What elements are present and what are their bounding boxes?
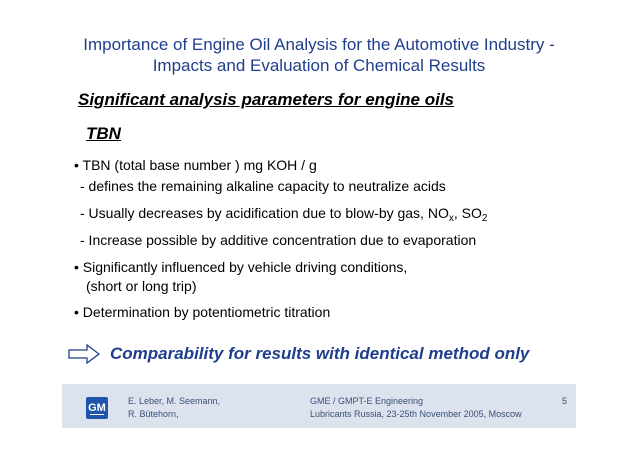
- bullet-titration: • Determination by potentiometric titration: [74, 304, 331, 320]
- conclusion: [68, 342, 529, 366]
- bullet-driving-conditions-detail: (short or long trip): [86, 278, 197, 294]
- conclusion-text: Comparability for results with identical method only: [110, 344, 530, 363]
- footer-authors-line1: E. Leber, M. Seemann,: [128, 396, 221, 406]
- sub-bullet-evaporation: - Increase possible by additive concentration due to evaporation: [80, 232, 477, 248]
- arrow-right-icon: [68, 344, 100, 364]
- gm-logo: GM: [86, 397, 108, 419]
- slide-title-line2: Impacts and Evaluation of Chemical Results: [152, 56, 486, 75]
- footer-org-line1: GME / GMPT-E Engineering: [310, 396, 424, 406]
- section-subtitle: Significant analysis parameters for engine oils: [78, 90, 455, 109]
- page-number: 5: [562, 396, 568, 406]
- footer-authors-line2: R. Bütehorn,: [128, 409, 179, 419]
- bullet-driving-conditions: • Significantly influenced by vehicle driving conditions,: [74, 259, 408, 275]
- sub-bullet-acidification: - Usually decreases by acidification due to blow-by gas, $NO_x$, $SO_2$: [80, 205, 488, 224]
- footer-band: [62, 384, 576, 428]
- sub-bullet-alkaline: - defines the remaining alkaline capacity to neutralize acids: [80, 178, 446, 194]
- slide-title-line1: Importance of Engine Oil Analysis for the Automotive Industry -: [83, 35, 555, 54]
- footer-org-line2: Lubricants Russia, 23-25th November 2005, Moscow: [310, 409, 522, 419]
- tbn-heading: TBN: [86, 124, 121, 143]
- slide-title: [40, 34, 598, 76]
- bullet-tbn-definition: • TBN (total base number ) mg KOH / g: [74, 157, 317, 173]
